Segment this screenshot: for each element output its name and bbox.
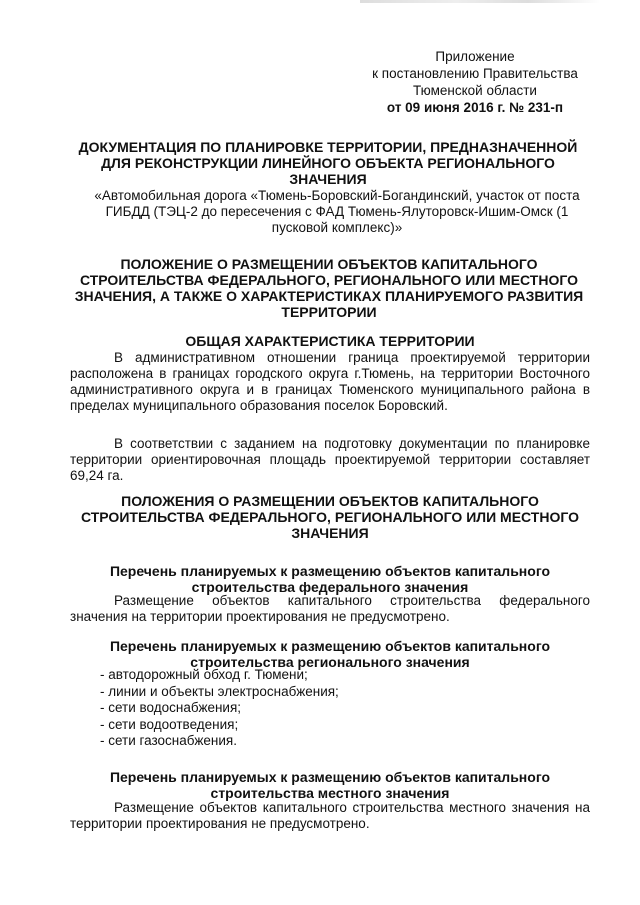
document-subtitle: «Автомобильная дорога «Тюмень-Боровский-Богандинский, участок от поста ГИБДД (ТЭЦ-2 до пересечения с ФАД Тюмень-Ялуторовск-Ишим-Омск (1 пусковой комплекс)» xyxy=(94,188,580,235)
appendix-reference: от 09 июня 2016 г. № 231-п xyxy=(386,100,564,115)
list-item: - сети водоотведения; xyxy=(100,716,239,732)
local-list-title: Перечень планируемых к размещению объектов капитального строительства местного значения xyxy=(109,769,551,801)
appendix-line-3: Тюменской области xyxy=(413,83,537,98)
local-list-text: Размещение объектов капитального строительства местного значения на территории проектирования не предусмотрено. xyxy=(70,800,590,831)
general-paragraph-1: В административном отношении граница проектируемой территории расположена в границах городского округа г.Тюмень, на территории Восточного административного округа и в границах Тюменского муниципального района в пределах муниципального образования поселок Боровский. xyxy=(70,350,590,413)
appendix-line-2: к постановлению Правительства xyxy=(372,66,578,81)
list-item: - сети газоснабжения. xyxy=(100,733,237,748)
general-characteristics-title: ОБЩАЯ ХАРАКТЕРИСТИКА ТЕРРИТОРИИ xyxy=(185,333,475,349)
regional-objects-list xyxy=(100,667,560,750)
scan-artifact xyxy=(360,0,600,3)
general-paragraph-2: В соответствии с заданием на подготовку документации по планировке территории ориентировочная площадь проектируемой территории составляет 69,24 га. xyxy=(70,436,590,483)
regional-list-title: Перечень планируемых к размещению объектов капитального строительства регионального значения xyxy=(109,638,551,670)
federal-list-text: Размещение объектов капитального строительства федерального значения на территории проектирования не предусмотрено. xyxy=(70,593,590,624)
appendix-header xyxy=(360,48,590,116)
federal-list-title: Перечень планируемых к размещению объектов капитального строительства федерального значения xyxy=(109,563,551,595)
section-1-title: ПОЛОЖЕНИЕ О РАЗМЕЩЕНИИ ОБЪЕКТОВ КАПИТАЛЬНОГО СТРОИТЕЛЬСТВА ФЕДЕРАЛЬНОГО, РЕГИОНАЛЬНОГО ИЛИ МЕСТНОГО ЗНАЧЕНИЯ, А ТАКЖЕ О ХАРАКТЕРИСТИКАХ ПЛАНИРУЕМОГО РАЗВИТИЯ ТЕРРИТОРИИ xyxy=(74,256,584,320)
list-item: - линии и объекты электроснабжения; xyxy=(100,683,339,699)
list-item: - сети водоснабжения; xyxy=(100,700,242,715)
list-item: - автодорожный обход г. Тюмени; xyxy=(100,667,308,682)
section-2-title: ПОЛОЖЕНИЯ О РАЗМЕЩЕНИИ ОБЪЕКТОВ КАПИТАЛЬНОГО СТРОИТЕЛЬСТВА ФЕДЕРАЛЬНОГО, РЕГИОНАЛЬНОГО ИЛИ МЕСТНОГО ЗНАЧЕНИЯ xyxy=(80,493,580,541)
appendix-line-1: Приложение xyxy=(435,49,515,64)
document-title: ДОКУМЕНТАЦИЯ ПО ПЛАНИРОВКЕ ТЕРРИТОРИИ, ПРЕДНАЗНАЧЕННОЙ ДЛЯ РЕКОНСТРУКЦИИ ЛИНЕЙНОГО ОБЪЕКТА РЕГИОНАЛЬНОГО ЗНАЧЕНИЯ xyxy=(78,139,578,187)
